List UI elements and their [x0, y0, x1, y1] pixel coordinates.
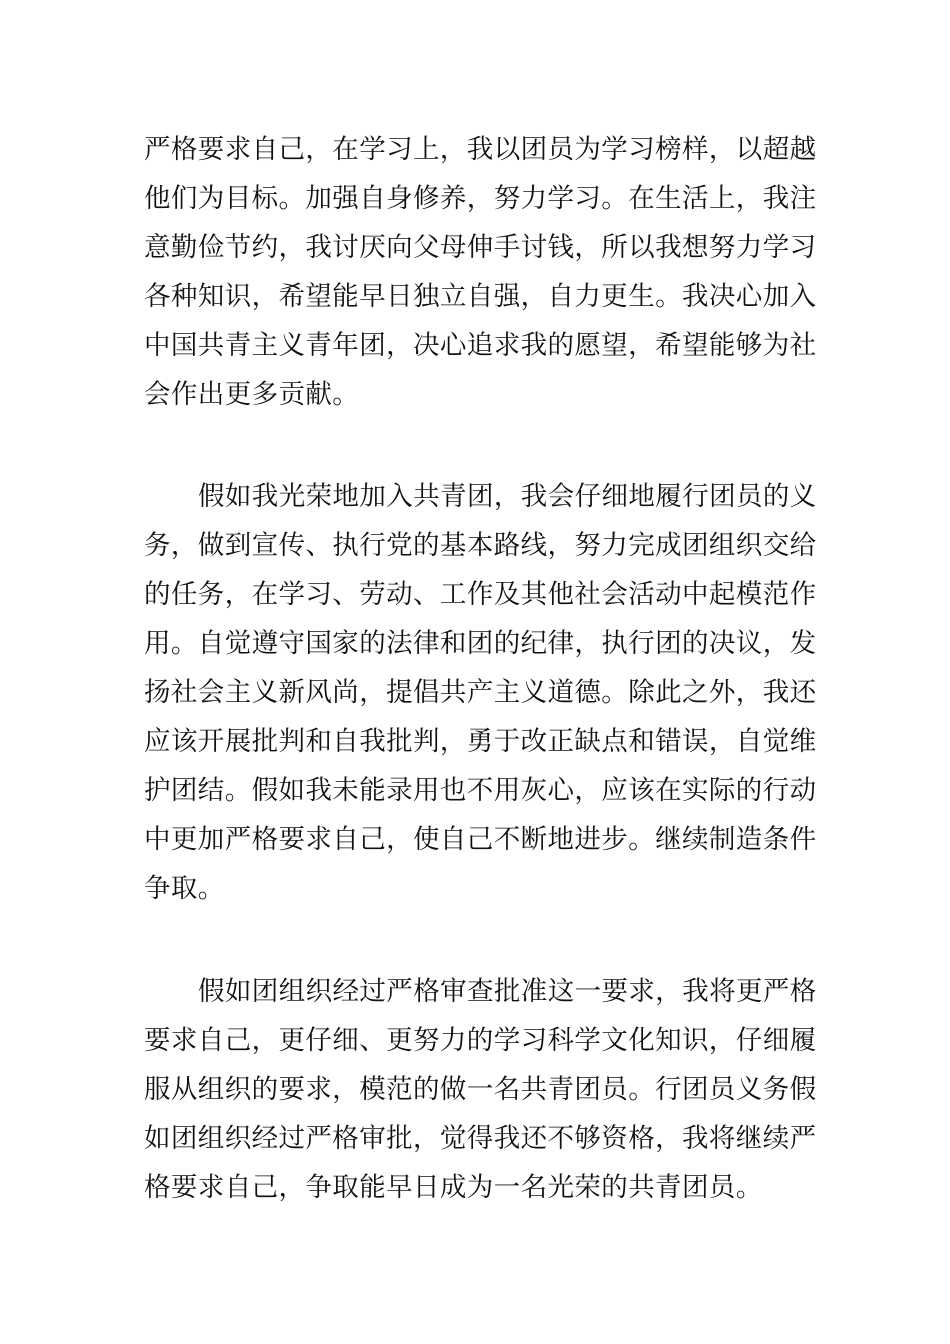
paragraph-2-line-4: 用。自觉遵守国家的法律和团的纪律，执行团的决议，发: [144, 628, 817, 659]
paragraph-3-line-3: 服从组织的要求，模范的做一名共青团员。行团员义务假: [144, 1074, 817, 1105]
paragraph-2-line-6: 应该开展批判和自我批判，勇于改正缺点和错误，自觉维: [144, 726, 817, 757]
paragraph-2-line-3: 的任务，在学习、劳动、工作及其他社会活动中起模范作: [144, 579, 817, 610]
paragraph-3-line-2: 要求自己，更仔细、更努力的学习科学文化知识，仔细履: [144, 1025, 817, 1056]
paragraph-1-line-1: 严格要求自己，在学习上，我以团员为学习榜样，以超越: [144, 134, 817, 165]
paragraph-2-line-2: 务，做到宣传、执行党的基本路线，努力完成团组织交给: [144, 530, 817, 561]
paragraph-2-line-8: 中更加严格要求自己，使自己不断地进步。继续制造条件: [144, 824, 817, 855]
paragraph-1-line-6: 会作出更多贡献。: [144, 379, 360, 410]
paragraph-3-line-5: 格要求自己，争取能早日成为一名光荣的共青团员。: [144, 1172, 763, 1203]
paragraph-2-line-7: 护团结。假如我未能录用也不用灰心，应该在实际的行动: [144, 775, 817, 806]
paragraph-1-line-5: 中国共青主义青年团，决心追求我的愿望，希望能够为社: [144, 330, 817, 361]
paragraph-2-line-5: 扬社会主义新风尚，提倡共产主义道德。除此之外，我还: [144, 677, 817, 708]
paragraph-1-line-3: 意勤俭节约，我讨厌向父母伸手讨钱，所以我想努力学习: [144, 232, 817, 263]
paragraph-2-line-1: 假如我光荣地加入共青团，我会仔细地履行团员的义: [198, 481, 817, 512]
paragraph-1-line-4: 各种知识，希望能早日独立自强，自力更生。我决心加入: [144, 281, 817, 312]
paragraph-3-line-1: 假如团组织经过严格审查批准这一要求，我将更严格: [198, 976, 817, 1007]
paragraph-2-line-9: 争取。: [144, 873, 225, 904]
paragraph-1-line-2: 他们为目标。加强自身修养，努力学习。在生活上，我注: [144, 183, 817, 214]
paragraph-3-line-4: 如团组织经过严格审批，觉得我还不够资格，我将继续严: [144, 1123, 817, 1154]
